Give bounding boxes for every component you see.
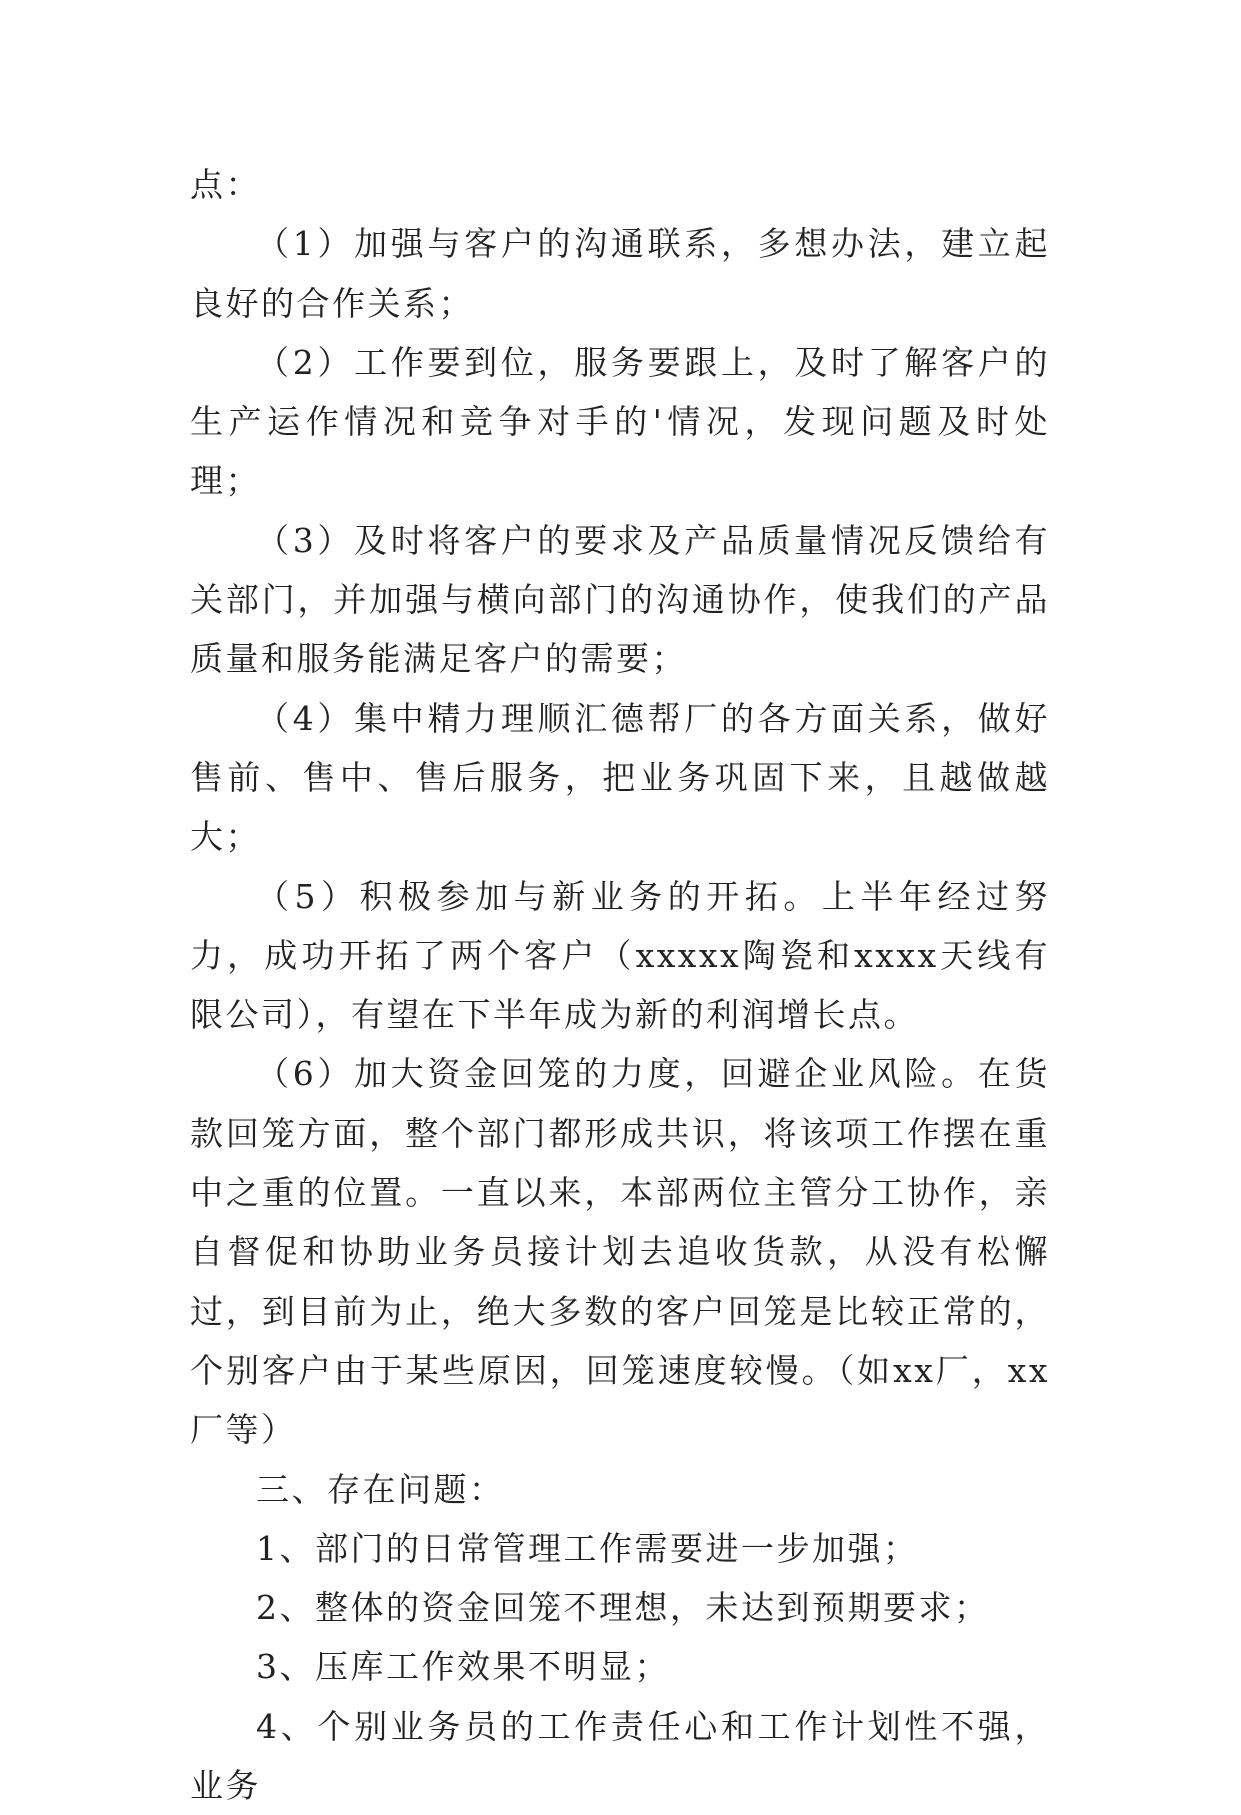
problem-item-3: 3、压库工作效果不明显； <box>256 1647 670 1687</box>
paragraph-continuation: 点： <box>190 165 261 204</box>
problem-item-1: 1、部门的日常管理工作需要进一步加强； <box>256 1528 919 1568</box>
paragraph-item-3: （3）及时将客户的要求及产品质量情况反馈给有关部门，并加强与横向部门的沟通协作，使我们的产品质量和服务能满足客户的需要； <box>190 520 1050 679</box>
paragraph-item-5: （5）积极参加与新业务的开拓。上半年经过努力，成功开拓了两个客户（xxxxx陶瓷和xxxx天线有限公司），有望在下半年成为新的利润增长点。 <box>190 876 1050 1035</box>
problem-item-4: 4、个别业务员的工作责任心和工作计划性不强，业务 <box>190 1706 1050 1806</box>
problem-item-2: 2、整体的资金回笼不理想，未达到预期要求； <box>256 1588 990 1628</box>
paragraph-item-1: （1）加强与客户的沟通联系，多想办法，建立起良好的合作关系； <box>190 224 1050 323</box>
document-body <box>190 155 1050 1815</box>
paragraph-item-2: （2）工作要到位，服务要跟上，及时了解客户的生产运作情况和竞争对手的'情况，发现问题及时处理； <box>190 342 1050 501</box>
paragraph-item-6: （6）加大资金回笼的力度，回避企业风险。在货款回笼方面，整个部门都形成共识，将该项工作摆在重中之重的位置。一直以来，本部两位主管分工协作，亲自督促和协助业务员接计划去追收货款，从没有松懈过，到目前为止，绝大多数的客户回笼是比较正常的，个别客户由于某些原因，回笼速度较慢。（如xx厂，xx厂等） <box>190 1054 1050 1450</box>
section-heading-problems: 三、存在问题： <box>256 1469 505 1509</box>
paragraph-item-4: （4）集中精力理顺汇德帮厂的各方面关系，做好售前、售中、售后服务，把业务巩固下来，且越做越大； <box>190 698 1050 857</box>
